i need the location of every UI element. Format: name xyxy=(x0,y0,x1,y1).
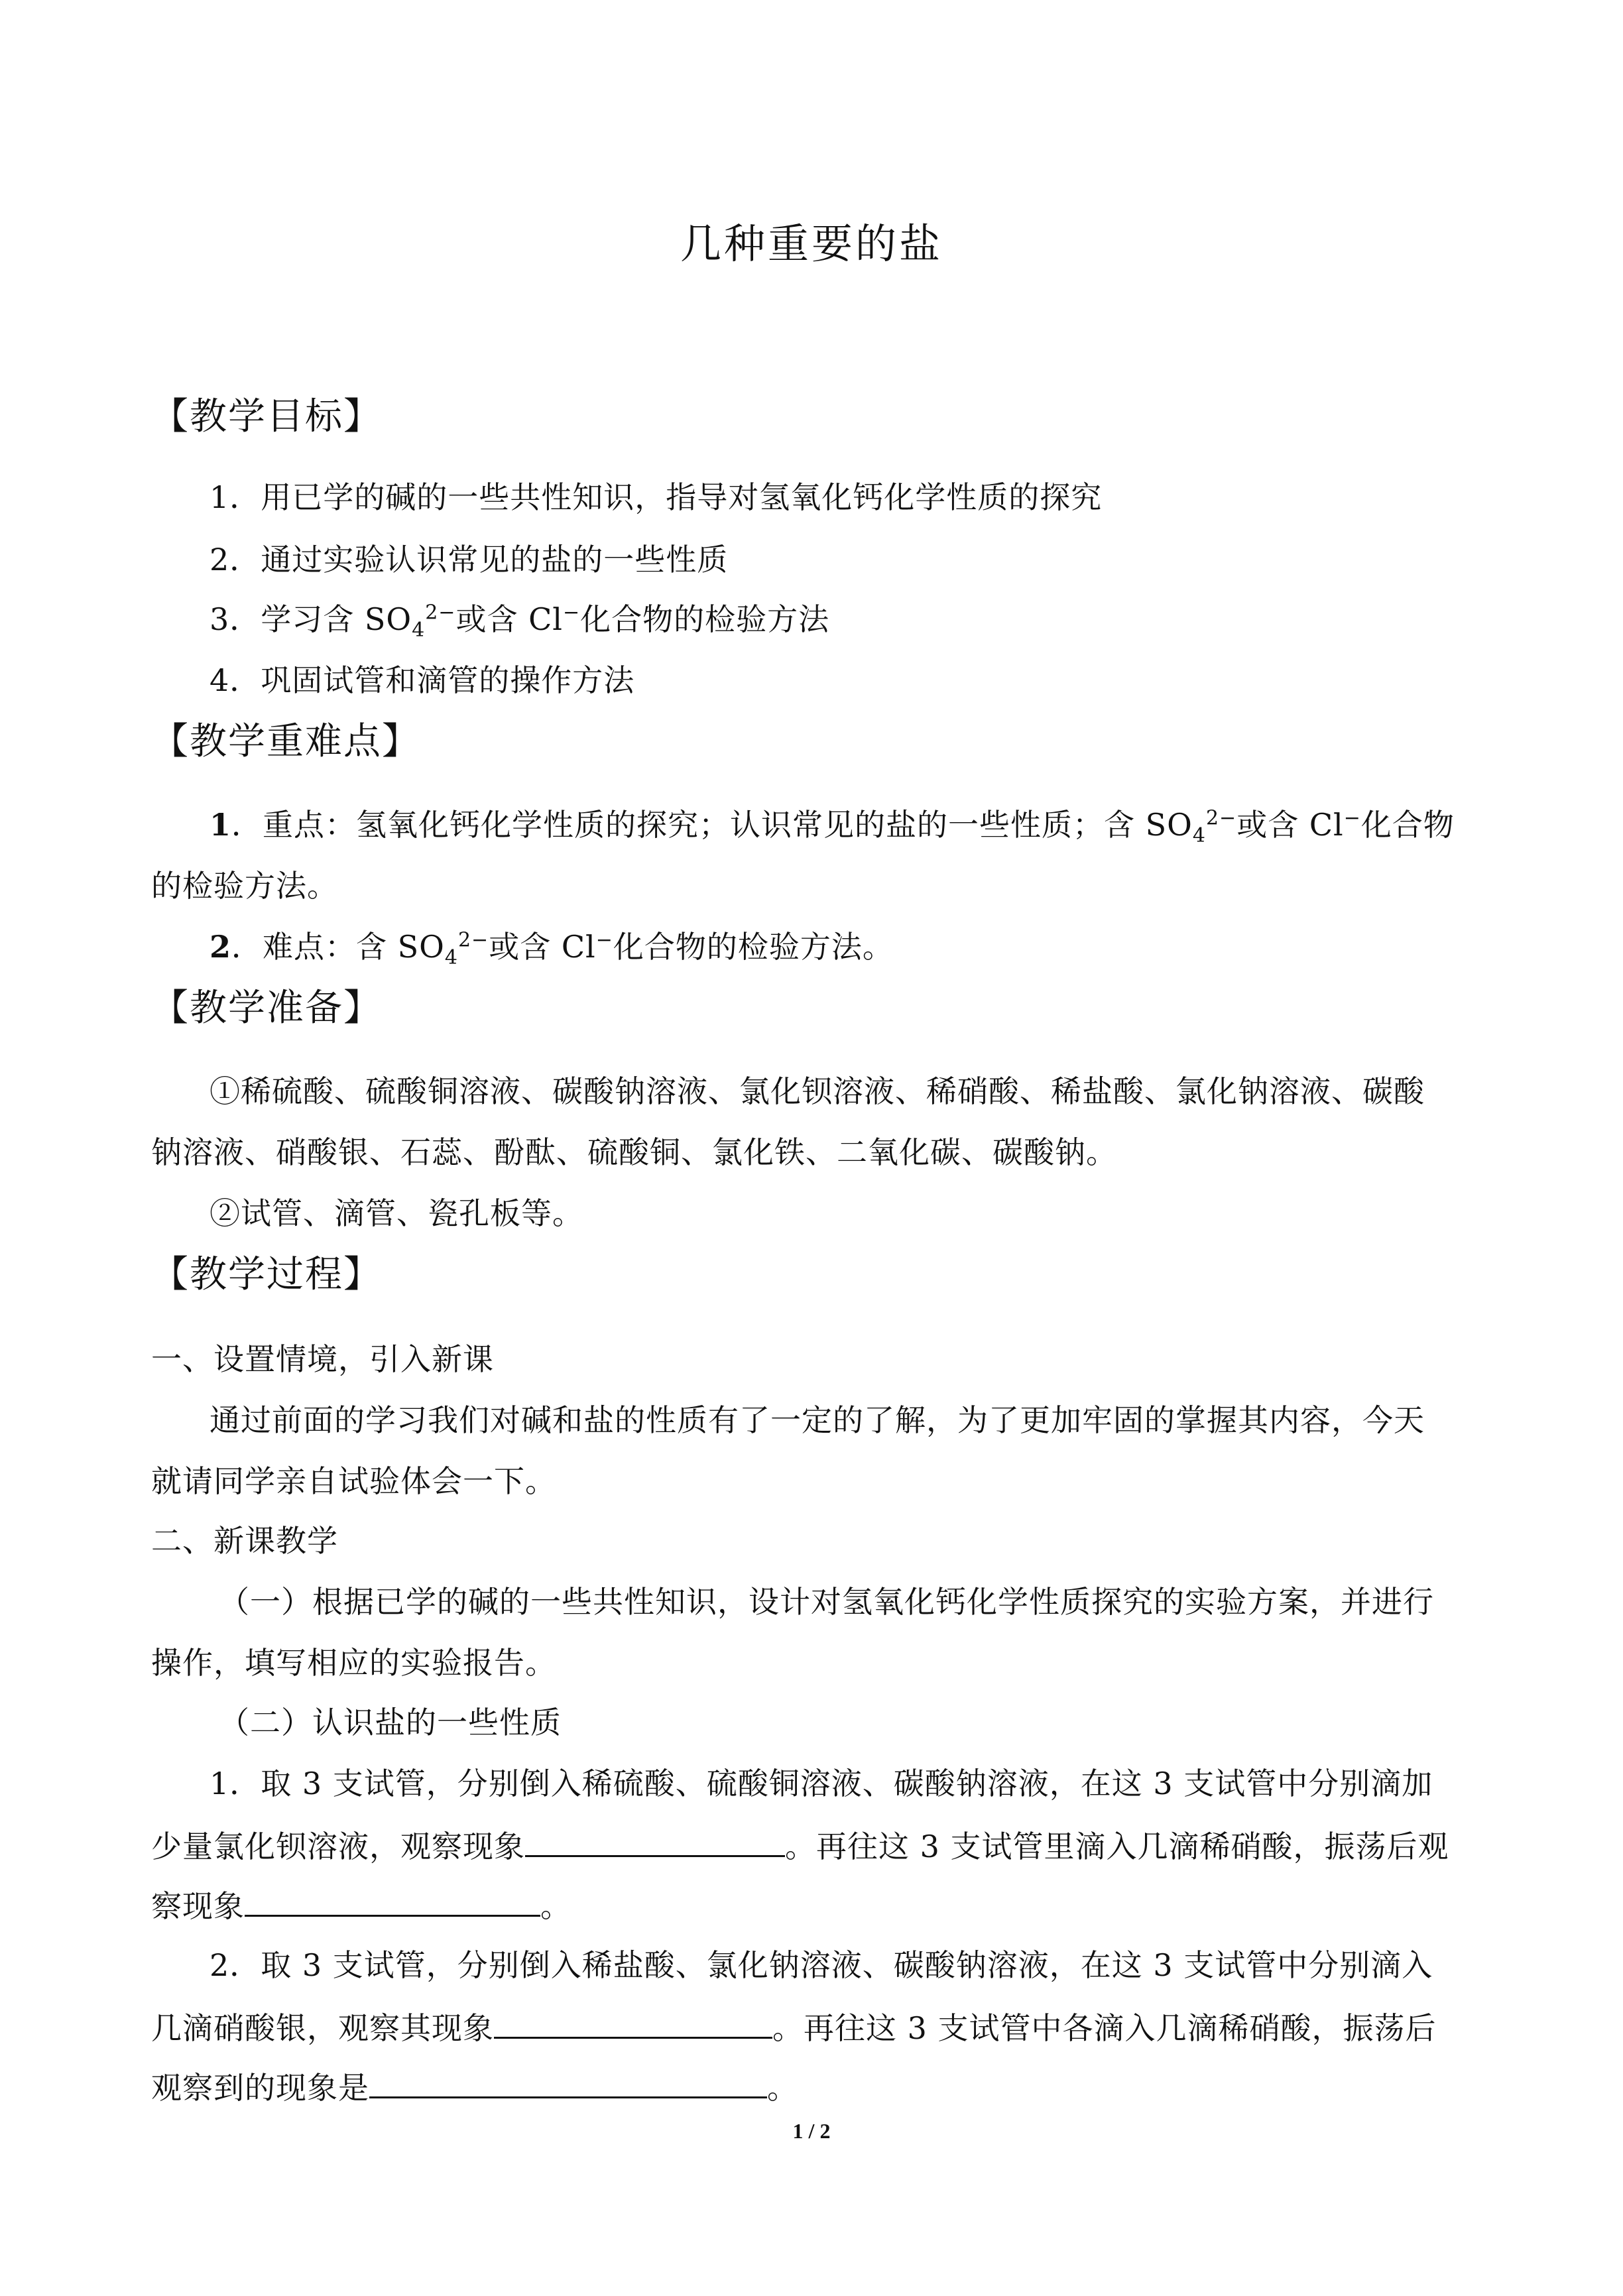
process-step-1-title: 一、设置情境，引入新课 xyxy=(151,1341,494,1377)
key-point-2: 2．难点：含 $SO_4^{2-}$或含 Cl−化合物的检验方法。 xyxy=(210,928,894,970)
process-step-1-text-2: 就请同学亲自试验体会一下。 xyxy=(151,1463,556,1499)
section-heading-objectives: 【教学目标】 xyxy=(151,395,382,438)
question-2-line-1: 2．取 3 支试管，分别倒入稀盐酸、氯化钠溶液、碳酸钠溶液，在这 3 支试管中分别滴入 xyxy=(210,1947,1433,1983)
process-step-2-title: 二、新课教学 xyxy=(151,1523,338,1559)
objective-item-1: 1．用已学的碱的一些共性知识，指导对氢氧化钙化学性质的探究 xyxy=(210,479,1103,515)
question-1-line-3: 察现象 。 xyxy=(151,1884,571,1926)
answer-blank-4[interactable] xyxy=(369,2066,767,2098)
objective-item-2: 2．通过实验认识常见的盐的一些性质 xyxy=(210,542,729,577)
key-point-1: 1．重点：氢氧化钙化学性质的探究；认识常见的盐的一些性质；含 $SO_4^{2-}$或含 Cl−化合物 xyxy=(210,806,1455,848)
answer-blank-3[interactable] xyxy=(494,2006,772,2039)
section-heading-preparation: 【教学准备】 xyxy=(151,987,382,1030)
section-heading-process: 【教学过程】 xyxy=(151,1253,382,1296)
process-step-2a-text-1: （一）根据已学的碱的一些共性知识，设计对氢氧化钙化学性质探究的实验方案，并进行 xyxy=(219,1584,1434,1620)
preparation-line-3: ②试管、滴管、瓷孔板等。 xyxy=(210,1195,583,1231)
objective-item-4: 4．巩固试管和滴管的操作方法 xyxy=(210,662,635,698)
page-number: 1 / 2 xyxy=(792,2119,831,2143)
preparation-line-1: ①稀硫酸、硫酸铜溶液、碳酸钠溶液、氯化钡溶液、稀硝酸、稀盐酸、氯化钠溶液、碳酸 xyxy=(210,1073,1425,1109)
objective-item-3: 3．学习含 $SO_4^{2-}$或含 Cl−化合物的检验方法 xyxy=(210,601,830,642)
page-title: 几种重要的盐 xyxy=(680,219,943,268)
section-heading-key-points: 【教学重难点】 xyxy=(151,720,420,763)
question-2-line-3: 观察到的现象是 。 xyxy=(151,2066,798,2108)
process-step-1-text-1: 通过前面的学习我们对碱和盐的性质有了一定的了解，为了更加牢固的掌握其内容，今天 xyxy=(210,1402,1425,1438)
question-1-line-2: 少量氯化钡溶液，观察现象 。再往这 3 支试管里滴入几滴稀硝酸，振荡后观 xyxy=(151,1825,1449,1866)
process-step-2b-title: （二）认识盐的一些性质 xyxy=(219,1705,562,1740)
key-point-1-cont: 的检验方法。 xyxy=(151,868,338,904)
answer-blank-2[interactable] xyxy=(245,1884,540,1917)
question-2-line-2: 几滴硝酸银，观察其现象 。再往这 3 支试管中各滴入几滴稀硝酸，振荡后 xyxy=(151,2006,1437,2048)
answer-blank-1[interactable] xyxy=(525,1825,785,1857)
question-1-line-1: 1．取 3 支试管，分别倒入稀硫酸、硫酸铜溶液、碳酸钠溶液，在这 3 支试管中分别滴加 xyxy=(210,1766,1433,1801)
process-step-2a-text-2: 操作，填写相应的实验报告。 xyxy=(151,1645,556,1681)
preparation-line-2: 钠溶液、硝酸银、石蕊、酚酞、硫酸铜、氯化铁、二氧化碳、碳酸钠。 xyxy=(151,1134,1117,1170)
